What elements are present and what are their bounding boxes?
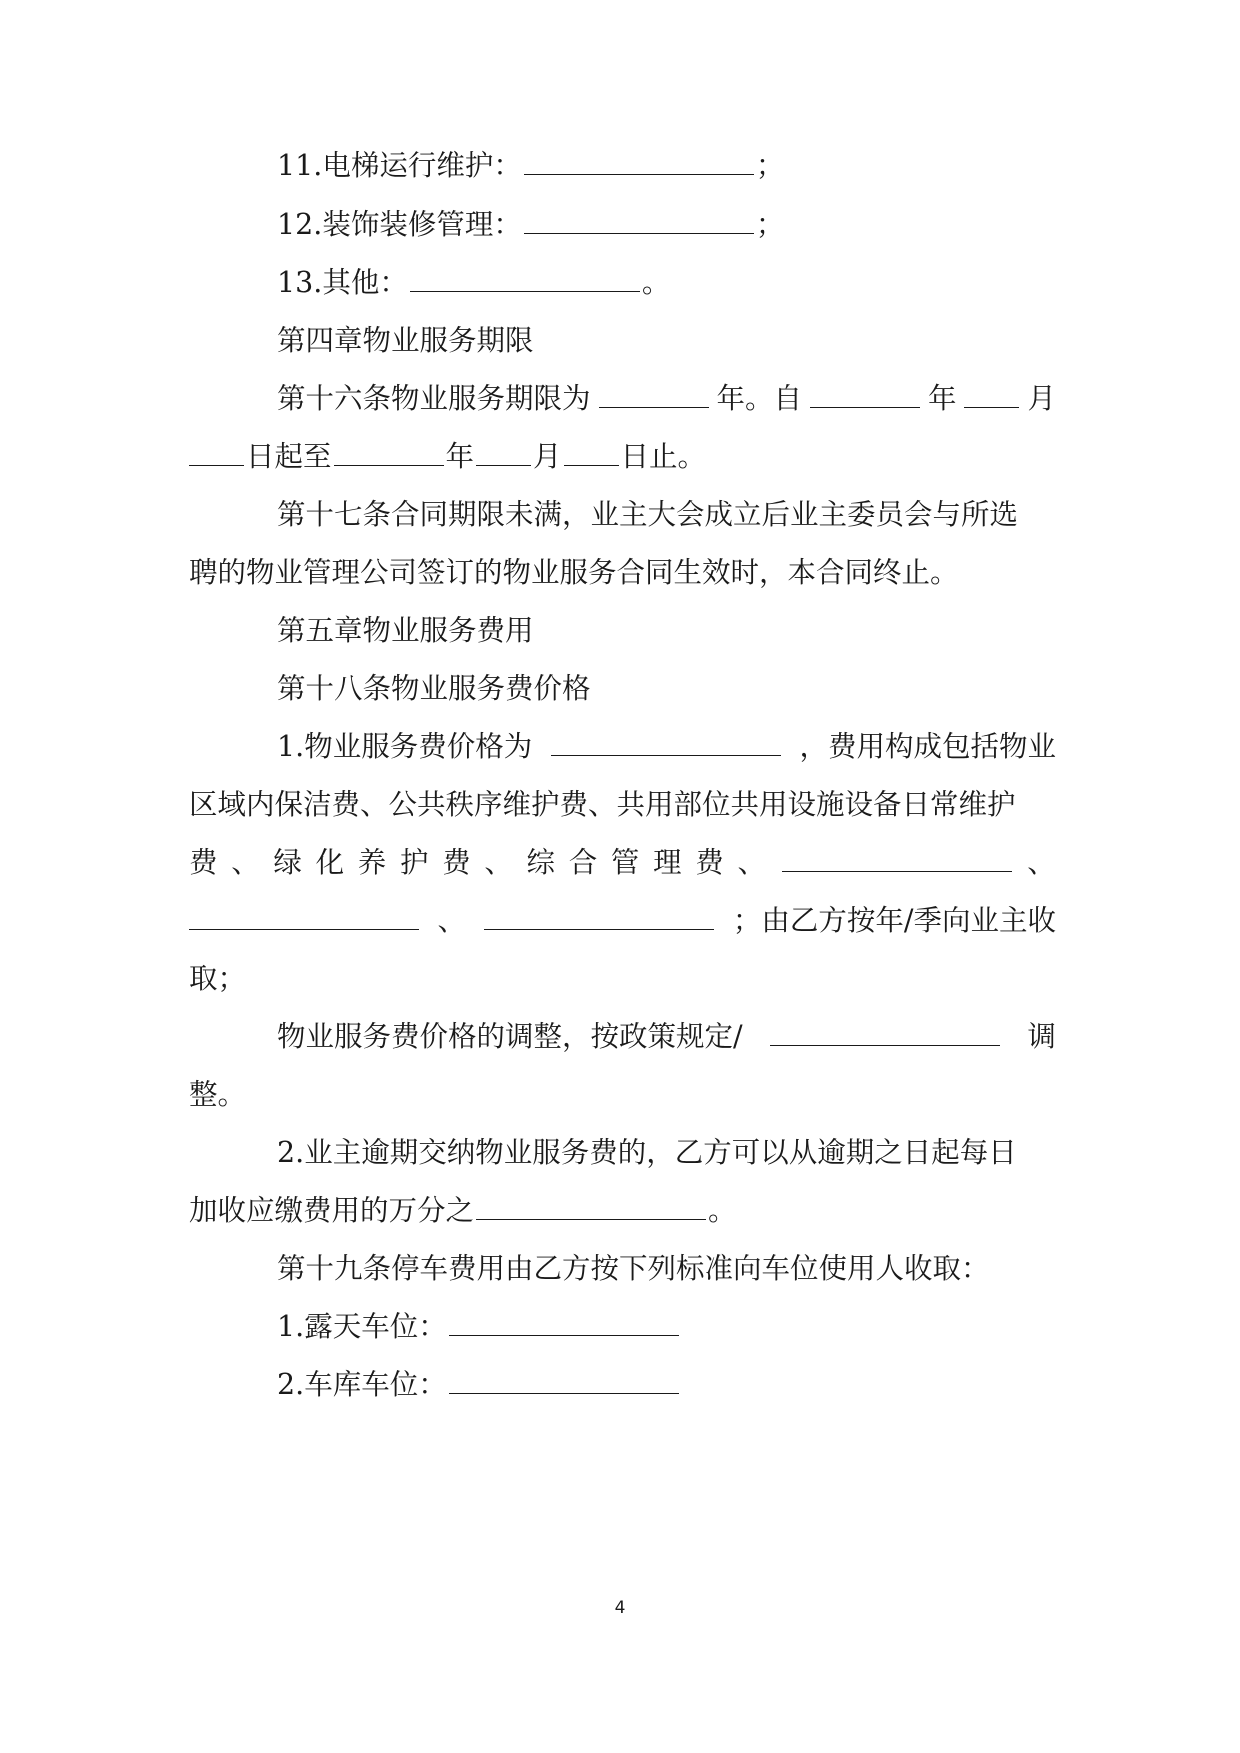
fill-blank xyxy=(810,385,920,408)
fill-blank xyxy=(449,1313,679,1336)
fill-blank xyxy=(524,152,754,175)
open-air-parking-label: 1.露天车位： xyxy=(277,1310,447,1343)
fill-blank xyxy=(189,443,244,466)
adjust-lead: 物业服务费价格的调整，按政策规定/ xyxy=(277,1020,743,1053)
article-16-line-2 xyxy=(189,433,1056,481)
fill-blank xyxy=(964,385,1019,408)
char: 养 xyxy=(357,846,387,879)
adjust-tail: 调 xyxy=(1027,1020,1056,1053)
fill-blank xyxy=(476,443,531,466)
fill-blank xyxy=(782,849,1012,872)
chapter-5-heading: 第五章物业服务费用 xyxy=(277,614,534,647)
day-to-text: 日起至 xyxy=(246,440,332,473)
char: 理 xyxy=(653,846,682,879)
char: 合 xyxy=(568,846,598,879)
item-13-label: 13.其他： xyxy=(277,266,408,299)
month-text: 月 xyxy=(1027,382,1056,415)
article-19-item-2 xyxy=(277,1361,1056,1409)
fill-blank xyxy=(551,733,781,756)
fill-blank xyxy=(484,907,714,930)
char: 化 xyxy=(315,846,345,879)
price-tail: ，费用构成包括物业 xyxy=(799,730,1056,763)
item-12-label: 12.装饰装修管理： xyxy=(277,208,522,241)
char: 、 xyxy=(484,846,513,879)
fill-blank xyxy=(334,443,444,466)
char: 护 xyxy=(399,846,429,879)
article-16-line-1 xyxy=(277,375,1056,423)
char: 综 xyxy=(526,846,556,879)
article-18-heading: 第十八条物业服务费价格 xyxy=(277,672,591,705)
article-17-line-2: 聘的物业管理公司签订的物业服务合同生效时，本合同终止。 xyxy=(189,556,959,589)
month-text: 月 xyxy=(533,440,562,473)
page-number: 4 xyxy=(614,1598,626,1618)
article-17-line-1: 第十七条合同期限未满，业主大会成立后业主委员会与所选 xyxy=(277,498,1019,531)
fill-blank xyxy=(564,443,619,466)
item-11-label: 11.电梯运行维护： xyxy=(277,149,522,182)
article-18-p1-line-4 xyxy=(189,897,1056,945)
price-lead: 1.物业服务费价格为 xyxy=(277,730,533,763)
article-18-p1-line-2: 区域内保洁费、公共秩序维护费、共用部位共用设施设备日常维护 xyxy=(189,788,1016,821)
late-fee-lead: 加收应缴费用的万分之 xyxy=(189,1194,475,1227)
article-18-p1-line-5: 取； xyxy=(189,962,247,995)
article-18-p2-line-1: 2.业主逾期交纳物业服务费的，乙方可以从逾期之日起每日 xyxy=(277,1136,1017,1169)
separator: 、 xyxy=(437,904,466,937)
price-adjust-line-2: 整。 xyxy=(189,1078,247,1111)
char: 、 xyxy=(737,846,766,879)
punctuation: ； xyxy=(755,208,785,241)
fill-blank xyxy=(476,1197,706,1220)
fill-blank xyxy=(599,385,709,408)
item-11-line xyxy=(277,142,1056,190)
punctuation: 。 xyxy=(708,1194,737,1227)
fill-blank xyxy=(770,1023,1000,1046)
char: 管 xyxy=(610,846,640,879)
item-13-line xyxy=(277,259,1056,307)
fill-blank xyxy=(449,1371,679,1394)
article-19-heading: 第十九条停车费用由乙方按下列标准向车位使用人收取： xyxy=(277,1252,990,1285)
article-18-p1-line-1 xyxy=(277,723,1056,771)
char: 、 xyxy=(1027,846,1056,879)
fill-blank xyxy=(524,211,754,234)
char: 费 xyxy=(442,846,471,879)
char: 、 xyxy=(231,846,260,879)
garage-parking-label: 2.车库车位： xyxy=(277,1368,447,1401)
year-text: 年 xyxy=(445,440,475,473)
collection-text: ；由乙方按年/季向业主收 xyxy=(732,904,1056,937)
fill-blank xyxy=(189,907,419,930)
char: 绿 xyxy=(273,846,302,879)
year-text: 年 xyxy=(927,382,957,415)
day-end-text: 日止。 xyxy=(620,440,707,473)
chapter-4-heading: 第四章物业服务期限 xyxy=(277,324,534,357)
article-18-p2-line-2 xyxy=(189,1187,1056,1235)
price-adjust-line-1 xyxy=(277,1013,1056,1061)
punctuation: 。 xyxy=(641,266,671,299)
article-18-p1-line-3 xyxy=(189,839,1056,887)
punctuation: ； xyxy=(755,149,785,182)
article-16-lead: 第十六条物业服务期限为 xyxy=(277,382,591,415)
fill-blank xyxy=(410,269,640,292)
year-unit-text: 年。自 xyxy=(716,382,802,415)
char: 费 xyxy=(695,846,724,879)
item-12-line xyxy=(277,201,1056,249)
char: 费 xyxy=(189,846,218,879)
article-19-item-1 xyxy=(277,1303,1056,1351)
